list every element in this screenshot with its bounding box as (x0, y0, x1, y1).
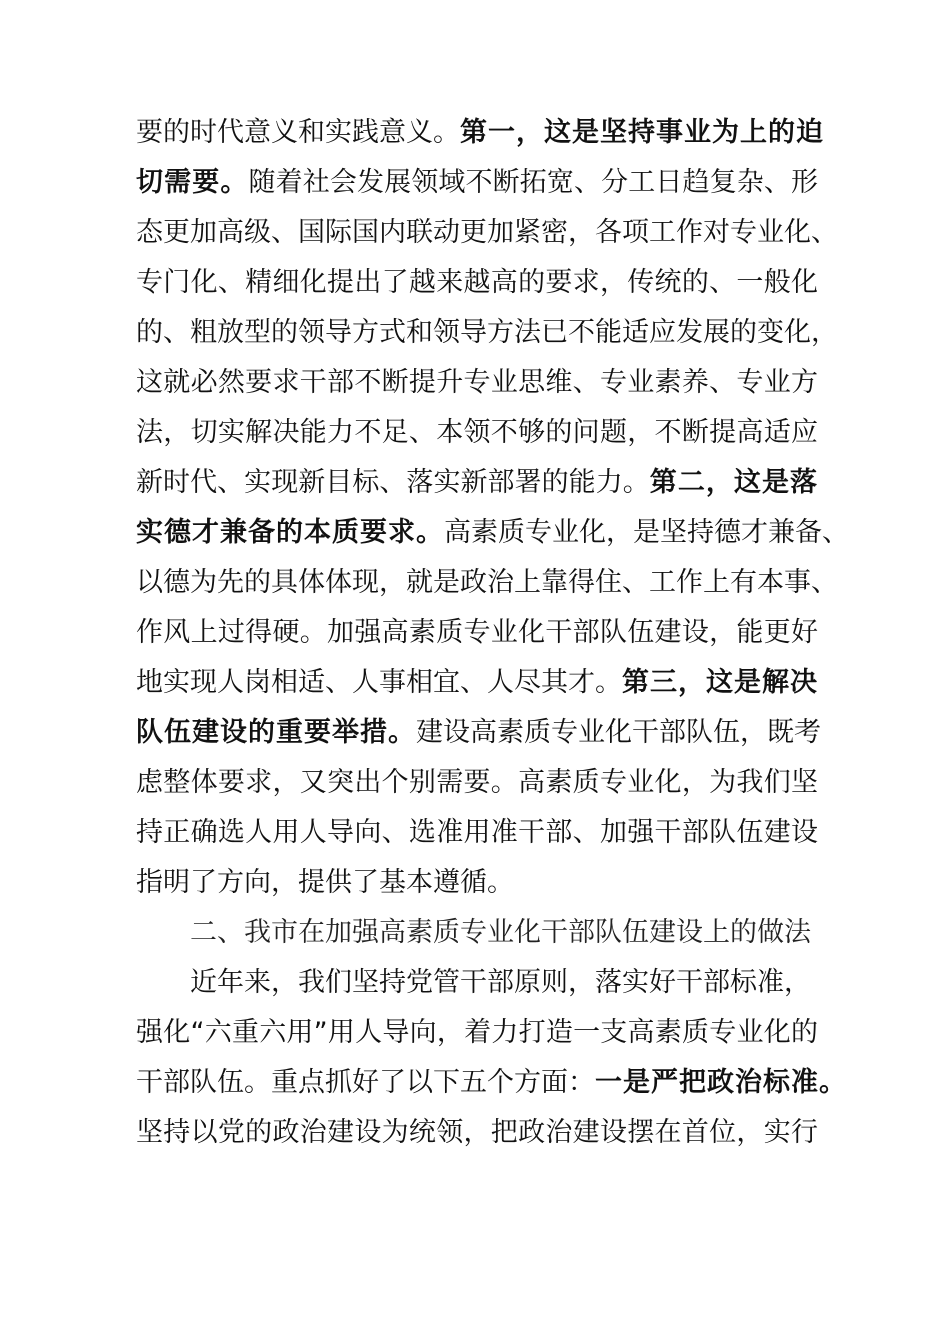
text-line (136, 308, 838, 358)
text-run: 态更加高级、国际国内联动更加紧密，各项工作对专业化、 (136, 217, 838, 248)
bold-phrase: 切需要。 (136, 167, 249, 198)
text-line (136, 1108, 818, 1158)
text-line (136, 858, 818, 908)
text-run: 强化“六重六用”用人导向，着力打造一支高素质专业化的 (136, 1017, 818, 1048)
text-run: 近年来，我们坚持党管干部原则，落实好干部标准， (190, 967, 811, 998)
text-line (136, 1058, 847, 1108)
bold-phrase: 一是严把政治标准。 (595, 1067, 847, 1098)
text-run: 建设高素质专业化干部队伍，既考 (416, 717, 821, 748)
text-run: 干部队伍。重点抓好了以下五个方面： (136, 1067, 595, 1098)
text-run: 法，切实解决能力不足、本领不够的问题，不断提高适应 (136, 417, 818, 448)
text-line (136, 758, 818, 808)
text-line (136, 408, 818, 458)
bold-phrase: 第一，这是坚持事业为上的迫 (460, 117, 824, 148)
text-line (136, 208, 838, 258)
text-line (136, 508, 849, 558)
text-line (136, 1008, 818, 1058)
text-line (136, 958, 818, 1008)
paragraph-practices (136, 958, 847, 1158)
text-run: 新时代、实现新目标、落实新部署的能力。 (136, 467, 650, 498)
text-line (136, 558, 838, 608)
bold-phrase: 第三，这是解决 (622, 667, 818, 698)
text-run: 的、粗放型的领导方式和领导方法已不能适应发展的变化， (136, 317, 838, 348)
text-line (136, 158, 818, 208)
text-line (136, 358, 818, 408)
bold-phrase: 队伍建设的重要举措。 (136, 717, 416, 748)
bold-phrase: 第二，这是落 (649, 467, 819, 498)
text-run: 坚持以党的政治建设为统领，把政治建设摆在首位，实行 (136, 1117, 818, 1148)
text-run: 虑整体要求，又突出个别需要。高素质专业化，为我们坚 (136, 767, 818, 798)
text-run: 专门化、精细化提出了越来越高的要求，传统的、一般化 (136, 267, 818, 298)
section-heading: 二、我市在加强高素质专业化干部队伍建设上的做法 (190, 917, 811, 948)
paragraph-significance (136, 108, 849, 908)
text-line (136, 808, 818, 858)
text-line (136, 108, 824, 158)
text-run: 这就必然要求干部不断提升专业思维、专业素养、专业方 (136, 367, 818, 398)
text-line (136, 458, 818, 508)
text-line (136, 608, 818, 658)
text-run: 指明了方向，提供了基本遵循。 (136, 867, 514, 898)
text-line (136, 258, 818, 308)
text-run: 以德为先的具体体现，就是政治上靠得住、工作上有本事、 (136, 567, 838, 598)
text-run: 随着社会发展领域不断拓宽、分工日趋复杂、形 (248, 167, 818, 198)
document-page (136, 108, 849, 1158)
text-run: 高素质专业化，是坚持德才兼备、 (444, 517, 849, 548)
text-run: 持正确选人用人导向、选准用准干部、加强干部队伍建设 (136, 817, 818, 848)
bold-phrase: 实德才兼备的本质要求。 (136, 517, 444, 548)
text-run: 要的时代意义和实践意义。 (136, 117, 460, 148)
text-line (136, 708, 821, 758)
text-line (136, 658, 818, 708)
text-run: 地实现人岗相适、人事相宜、人尽其才。 (136, 667, 622, 698)
text-run: 作风上过得硬。加强高素质专业化干部队伍建设，能更好 (136, 617, 818, 648)
